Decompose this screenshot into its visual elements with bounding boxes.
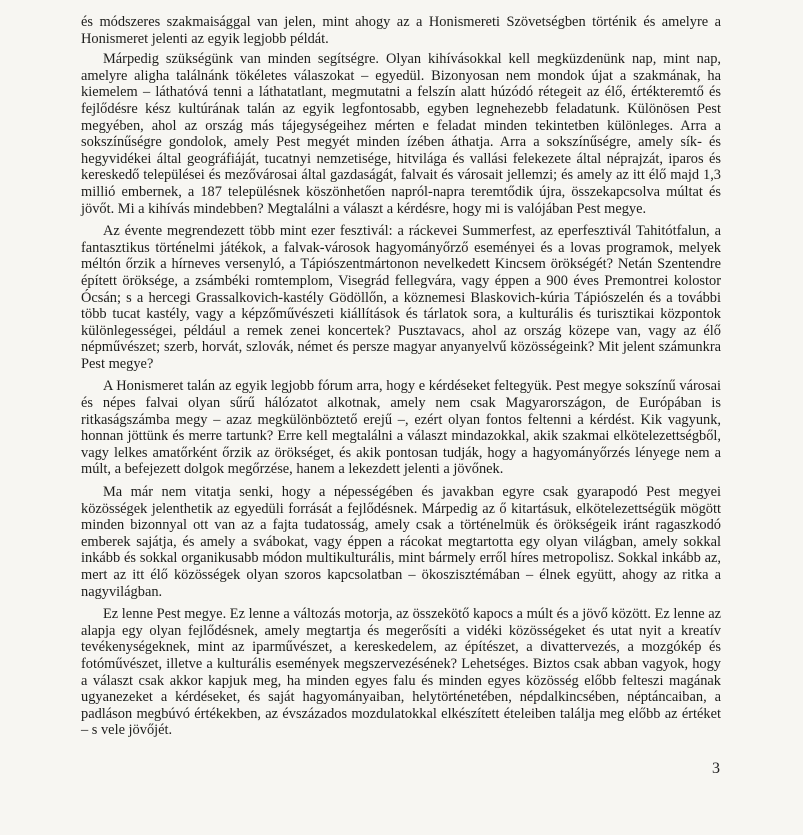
paragraph-5: Ma már nem vitatja senki, hogy a népességében és javakban egyre csak gyarapodó Pest megyei közösségek jelenthetik az egyedüli forrását a fejlődésnek. Márpedig az ő kitartásuk, elkötelezettségük mögött minden bizonnyal ott van az a fajta tudatosság, amely csak a történelmük és örökségeik iránt ragaszkodó emberek sajátja, és amely a svábokat, vagy éppen a rácokat megtartotta egy olyan világban, amely sokkal inkább és sokkal organikusabb módon multikulturális, mint bármely erről híres metropolisz. Sokkal inkább az, mert az itt élő közösségek olyan szoros kapcsolatban – ökoszisztémában – élnek együtt, ahogy az ritka a nagyvilágban.	[81, 484, 721, 600]
paragraph-3: Az évente megrendezett több mint ezer fesztivál: a ráckevei Summerfest, az eperfesztivál Tahitótfalun, a fantasztikus történelmi játékok, a falvak-városok hagyományőrző eseményei és a lovas programok, melyek méltón őrzik a hírneves versenyló, a Tápiószentmártonon nevelkedett Kincsem örökségét? Netán Szentendre épített öröksége, a zsámbéki romtemplom, Visegrád fellegvára, vagy éppen a 900 éves Premontrei kolostor Ócsán; s a hercegi Grassalkovich-kastély Gödöllőn, a köznemesi Blaskovich-kúria Tápiószelén és a további több tucat kastély, vagy a képzőművészeti kiállítások és tárlatok sora, a kulturális és turisztikai központok különlegességei, például a remek zenei koncertek? Pusztavacs, ahol az ország közepe van, vagy az élő népművészet; szerb, horvát, szlovák, német és persze magyar anyanyelvű közösségeink? Mit jelent számunkra Pest megye?	[81, 223, 721, 372]
paragraph-1: és módszeres szakmaisággal van jelen, mint ahogy az a Honismereti Szövetségben történik és amelyre a Honismeret jelenti az egyik legjobb példát.	[81, 14, 721, 47]
page-number: 3	[712, 760, 720, 777]
document-page	[81, 0, 721, 739]
paragraph-2: Márpedig szükségünk van minden segítségre. Olyan kihívásokkal kell megküzdenünk nap, mint nap, amelyre aligha találnánk tökéletes válaszokat – egyedül. Bizonyosan nem mondok újat a szakmának, ha kiemelem – láthatóvá tenni a láthatatlant, megmutatni a felszín alatt húzódó rétegeit az élő, értékteremtő és fejlődésre kész kultúrának talán az egyik legfontosabb, egyben legnehezebb feladatunk. Különösen Pest megyében, ahol az ország más tájegységeihez mérten e feladat minden tekintetben különleges. Arra a sokszínűségre gondolok, amely Pest megyét minden ízében áthatja. Arra a sokszínűségre, amely sík- és hegyvidékei által geográfiáját, tucatnyi nemzetisége, hitvilága és vallási felekezete által néprajzát, iparos és kereskedő települései és mezővárosai által gazdaságát, falvait és városait jellemzi; és amely az itt élő majd 1,3 millió embernek, a 187 településnek köszönhetően napról-napra teremtődik újra, összekapcsolva múltat és jövőt. Mi a kihívás mindebben? Megtalálni a választ a kérdésre, hogy mi is valójában Pest megye.	[81, 51, 721, 217]
paragraph-6: Ez lenne Pest megye. Ez lenne a változás motorja, az összekötő kapocs a múlt és a jövő között. Ez lenne az alapja egy olyan fejlődésnek, amely megtartja és megerősíti a vidéki közösségeket és utat nyit a kreatív tevékenységeknek, mint az iparművészet, a kereskedelem, az építészet, a divattervezés, a mozgókép és fotóművészet, illetve a kulturális események megszervezésének? Lehetséges. Biztos csak abban vagyok, hogy a választ csak akkor kapjuk meg, ha minden egyes falu és minden egyes közösség előbb felteszi magának ugyanezeket a kérdéseket, és saját hagyományaiban, helytörténetében, népdalkincsében, néptáncaiban, a padláson megbúvó értékekben, az évszázados mozdulatokkal elkészített ételeiben találja meg előbb az értéket – s vele jövőjét.	[81, 606, 721, 739]
paragraph-4: A Honismeret talán az egyik legjobb fórum arra, hogy e kérdéseket feltegyük. Pest megye sokszínű városai és népes falvai olyan sűrű hálózatot alkotnak, amely nem csak Magyarországon, de Európában is ritkaságszámba megy – azaz megkülönböztető erejű –, ezért olyan fontos feltenni a kérdést. Kik vagyunk, honnan jöttünk és merre tartunk? Erre kell megtalálni a választ mindazokkal, akik szakmai elkötelezettségből, vagy lelkes amatőrként őrzik az örökséget, és akik pontosan tudják, hogy a hagyományőrzés lényege nem a múlt, a befejezett dolgok megőrzése, hanem a lekezdett jelenti a jövőnek.	[81, 378, 721, 478]
